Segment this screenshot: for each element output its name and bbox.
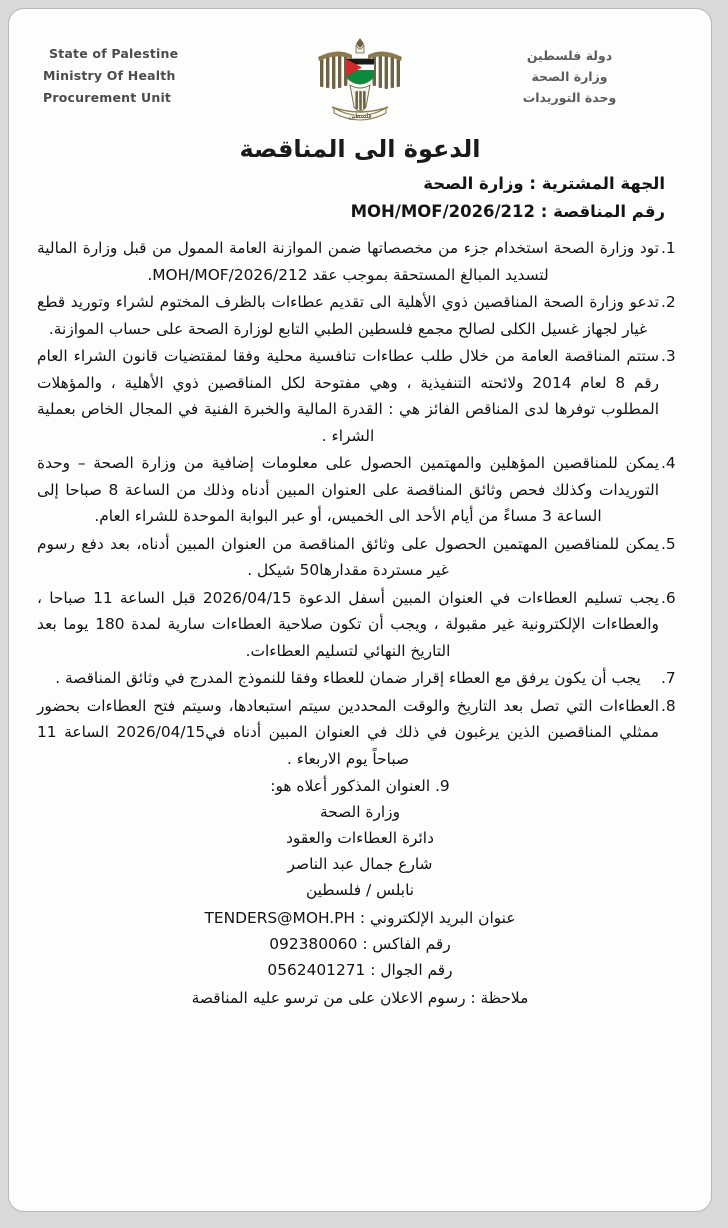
address-line: شارع جمال عبد الناصر — [287, 855, 433, 873]
clause-text: العطاءات التي تصل بعد التاريخ والوقت المحددين سيتم استبعادها، وسيتم فتح العطاءات بحضور ممثلي المناقصين الذين يرغبون في ذلك في العنوان المبين أدناه في2026/04/15 الساعة 11 صباحاً يوم الاربعاء . — [37, 696, 660, 768]
clause-number: 4. — [661, 454, 676, 472]
clause-item — [37, 531, 681, 584]
clause-number: 3. — [661, 347, 676, 365]
clause-text: يمكن للمناقصين المهتمين الحصول على وثائق المناقصة من العنوان المبين أدناه، بعد دفع رسوم غير مستردة مقدارها50 شيكل . — [37, 534, 659, 579]
header-arabic-block — [462, 31, 677, 108]
header-en-line-1: State of Palestine — [49, 46, 179, 61]
clause-text: يمكن للمناقصين المؤهلين والمهتمين الحصول على معلومات إضافية من وزارة الصحة – وحدة التوريدات وكذلك فحص وثائق المناقصة على العنوان المبين أدناه وذلك من الساعة 8 صباحا إلى الساعة 3 مساءً من أيام الأحد الى الخميس، أو عبر البوابة الموحدة للشراء العام. — [37, 454, 660, 525]
header-english-block — [43, 31, 258, 109]
address-line: وزارة الصحة — [319, 803, 401, 821]
buyer-line: الجهة المشترية : وزارة الصحة — [423, 174, 665, 193]
header-ar-line-1: دولة فلسطين — [526, 48, 613, 63]
contact-fax-label: رقم الفاكس : — [362, 935, 451, 953]
clause-text: يجب أن يكون يرفق مع العطاء إقرار ضمان للعطاء وفقا للنموذج المدرج في وثائق المناقصة . — [55, 669, 641, 687]
clause-text: يجب تسليم العطاءات في العنوان المبين أسفل الدعوة 2026/04/15 قبل الساعة 11 صباحا ، والعطاءات الإلكترونية غير مقبولة ، ويجب أن تكون صلاحية العطاءات سارية لمدة 180 يوما بعد التاريخ النهائي لتسليم العطاءات. — [37, 588, 659, 660]
clause-number: 5. — [661, 534, 676, 553]
clause-item — [37, 343, 681, 449]
tender-number-label: رقم المناقصة : — [540, 202, 665, 221]
header-en-line-3: Procurement Unit — [43, 90, 172, 105]
page-title: الدعوة الى المناقصة — [239, 135, 481, 163]
clause-item — [37, 289, 681, 342]
clause-number: 2. — [661, 293, 676, 311]
address-line: دائرة العطاءات والعقود — [286, 829, 434, 847]
address-heading: 9. العنوان المذكور أعلاه هو: — [270, 777, 450, 795]
clause-text: تدعو وزارة الصحة المناقصين ذوي الأهلية الى تقديم عطاءات بالظرف المختوم لشراء وتوريد قطع غيار لجهاز غسيل الكلى لصالح مجمع فلسطين الطبي التابع لوزارة الصحة على حساب الموازنة. — [37, 293, 659, 338]
clause-item — [37, 450, 681, 530]
contact-mobile-row — [39, 957, 681, 983]
contact-fax-row — [39, 931, 681, 957]
clause-number: 6. — [661, 588, 676, 607]
clause-number: 8. — [661, 696, 676, 715]
clause-item — [37, 235, 681, 288]
clause-text: تود وزارة الصحة استخدام جزء من مخصصاتها ضمن الموازنة العامة الممول من قبل وزارة المالية لتسديد المبالغ المستحقة بموجب عقد MOH/MOF/2026/212. — [37, 239, 659, 284]
address-line: نابلس / فلسطين — [305, 881, 415, 899]
contact-email-value: TENDERS@MOH.PH — [204, 909, 355, 927]
clause-number: 1. — [661, 239, 676, 257]
tender-announcement-page — [8, 8, 712, 1212]
contact-fax-value: 092380060 — [269, 935, 358, 953]
contact-email-label: عنوان البريد الإلكتروني : — [359, 909, 516, 927]
tender-number-line — [43, 199, 665, 225]
contact-block — [9, 903, 711, 983]
clause-item — [37, 585, 681, 665]
address-block — [9, 773, 711, 903]
clause-item — [37, 665, 681, 692]
tender-meta — [9, 171, 711, 225]
palestine-eagle-emblem-icon — [312, 33, 408, 129]
clause-text: ستتم المناقصة العامة من خلال طلب عطاءات تنافسية محلية وفقا لمقتضيات قانون الشراء العام رقم 8 لعام 2014 ولائحته التنفيذية ، وهي مفتوحة لكل المناقصين ذوي الأهلية ، والمؤهلات المطلوب توفرها لدى المناقص الفائز هي : القدرة المالية والخبرة الفنية في المجال الخاص بعملية الشراء . — [37, 347, 659, 445]
contact-mobile-value: 0562401271 — [267, 961, 366, 979]
header-ar-line-2: وزارة الصحة — [531, 69, 608, 84]
header-en-line-2: Ministry Of Health — [43, 68, 176, 83]
tender-number-value: MOH/MOF/2026/212 — [350, 202, 535, 221]
contact-mobile-label: رقم الجوال : — [370, 961, 453, 979]
clause-item — [37, 693, 681, 773]
footer-note: ملاحظة : رسوم الاعلان على من ترسو عليه المناقصة — [191, 989, 529, 1007]
clause-list — [9, 227, 711, 772]
clause-number: 7. — [661, 669, 676, 687]
header-ar-line-3: وحدة التوريدات — [522, 90, 617, 105]
svg-text:فلسطين: فلسطين — [348, 112, 372, 120]
document-header — [9, 9, 711, 120]
contact-email-row — [39, 905, 681, 931]
